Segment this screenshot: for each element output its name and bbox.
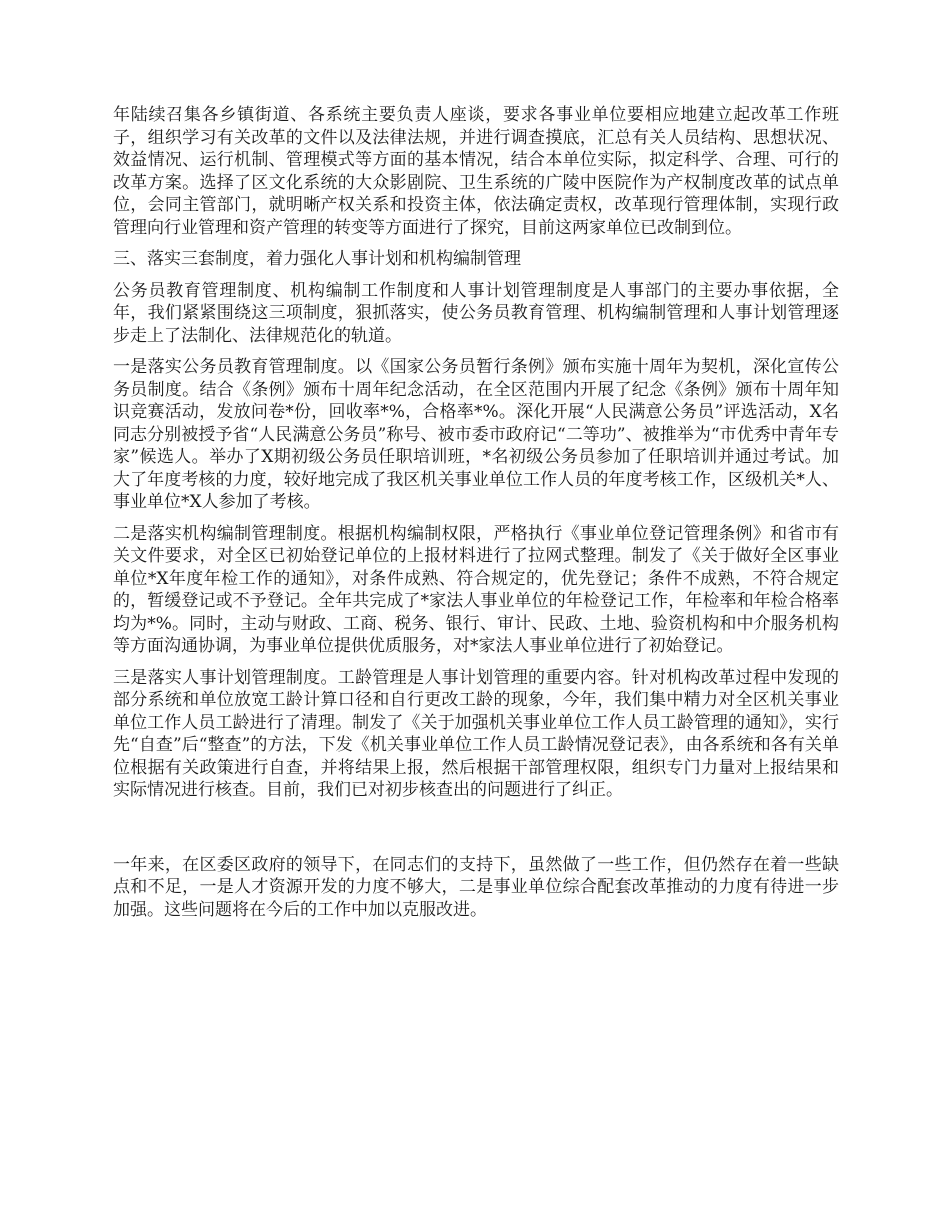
section-spacer bbox=[113, 811, 839, 854]
paragraph-reform-pilot: 年陆续召集各乡镇街道、各系统主要负责人座谈，要求各事业单位要相应地建立起改革工作班子，组织学习有关改革的文件以及法律法规，并进行调查摸底，汇总有关人员结构、思想状况、效益情况、运行机制、管理模式等方面的基本情况，结合本单位实际，拟定科学、合理、可行的改革方案。选择了区文化系统的大众影剧院、卫生系统的广陵中医院作为产权制度改革的试点单位，会同主管部门，就明晰产权关系和投资主体，依法确定责权，改革现行管理体制，实现行政管理向行业管理和资产管理的转变等方面进行了探究，目前这两家单位已改制到位。 bbox=[113, 105, 839, 238]
paragraph-three-systems: 公务员教育管理制度、机构编制工作制度和人事计划管理制度是人事部门的主要办事依据，全年，我们紧紧围绕这三项制度，狠抓落实，使公务员教育管理、机构编制管理和人事计划管理逐步走上了法制化、法律规范化的轨道。 bbox=[113, 280, 839, 346]
paragraph-staffing-management: 二是落实机构编制管理制度。根据机构编制权限，严格执行《事业单位登记管理条例》和省市有关文件要求，对全区已初始登记单位的上报材料进行了拉网式整理。制发了《关于做好全区事业单位*X年度年检工作的通知》，对条件成熟、符合规定的，优先登记；条件不成熟，不符合规定的，暂缓登记或不予登记。全年共完成了*家法人事业单位的年检登记工作，年检率和年检合格率均为*%。同时，主动与财政、工商、税务、银行、审计、民政、土地、验资机构和中介服务机构等方面沟通协调，为事业单位提供优质服务，对*家法人事业单位进行了初始登记。 bbox=[113, 523, 839, 656]
paragraph-civil-servant-education: 一是落实公务员教育管理制度。以《国家公务员暂行条例》颁布实施十周年为契机，深化宣传公务员制度。结合《条例》颁布十周年纪念活动，在全区范围内开展了纪念《条例》颁布十周年知识竞赛活动，发放问卷*份，回收率*%，合格率*%。深化开展“人民满意公务员”评选活动，X名同志分别被授予省“人民满意公务员”称号、被市委市政府记“二等功”、被推举为“市优秀中青年专家”候选人。举办了X期初级公务员任职培训班，*名初级公务员参加了任职培训并通过考试。加大了年度考核的力度，较好地完成了我区机关事业单位工作人员的年度考核工作，区级机关*人、事业单位*X人参加了考核。 bbox=[113, 357, 839, 512]
paragraph-summary: 一年来，在区委区政府的领导下，在同志们的支持下，虽然做了一些工作，但仍然存在着一些缺点和不足，一是人才资源开发的力度不够大，二是事业单位综合配套改革推动的力度有待进一步加强。这些问题将在今后的工作中加以克服改进。 bbox=[113, 854, 839, 920]
paragraph-personnel-planning: 三是落实人事计划管理制度。工龄管理是人事计划管理的重要内容。针对机构改革过程中发现的部分系统和单位放宽工龄计算口径和自行更改工龄的现象，今年，我们集中精力对全区机关事业单位工作人员工龄进行了清理。制发了《关于加强机关事业单位工作人员工龄管理的通知》，实行先“自查”后“整查”的方法，下发《机关事业单位工作人员工龄情况登记表》，由各系统和各有关单位根据有关政策进行自查，并将结果上报，然后根据干部管理权限，组织专门力量对上报结果和实际情况进行核查。目前，我们已对初步核查出的问题进行了纠正。 bbox=[113, 667, 839, 800]
document-body bbox=[113, 104, 839, 930]
section-heading-three: 三、落实三套制度，着力强化人事计划和机构编制管理 bbox=[113, 249, 521, 269]
